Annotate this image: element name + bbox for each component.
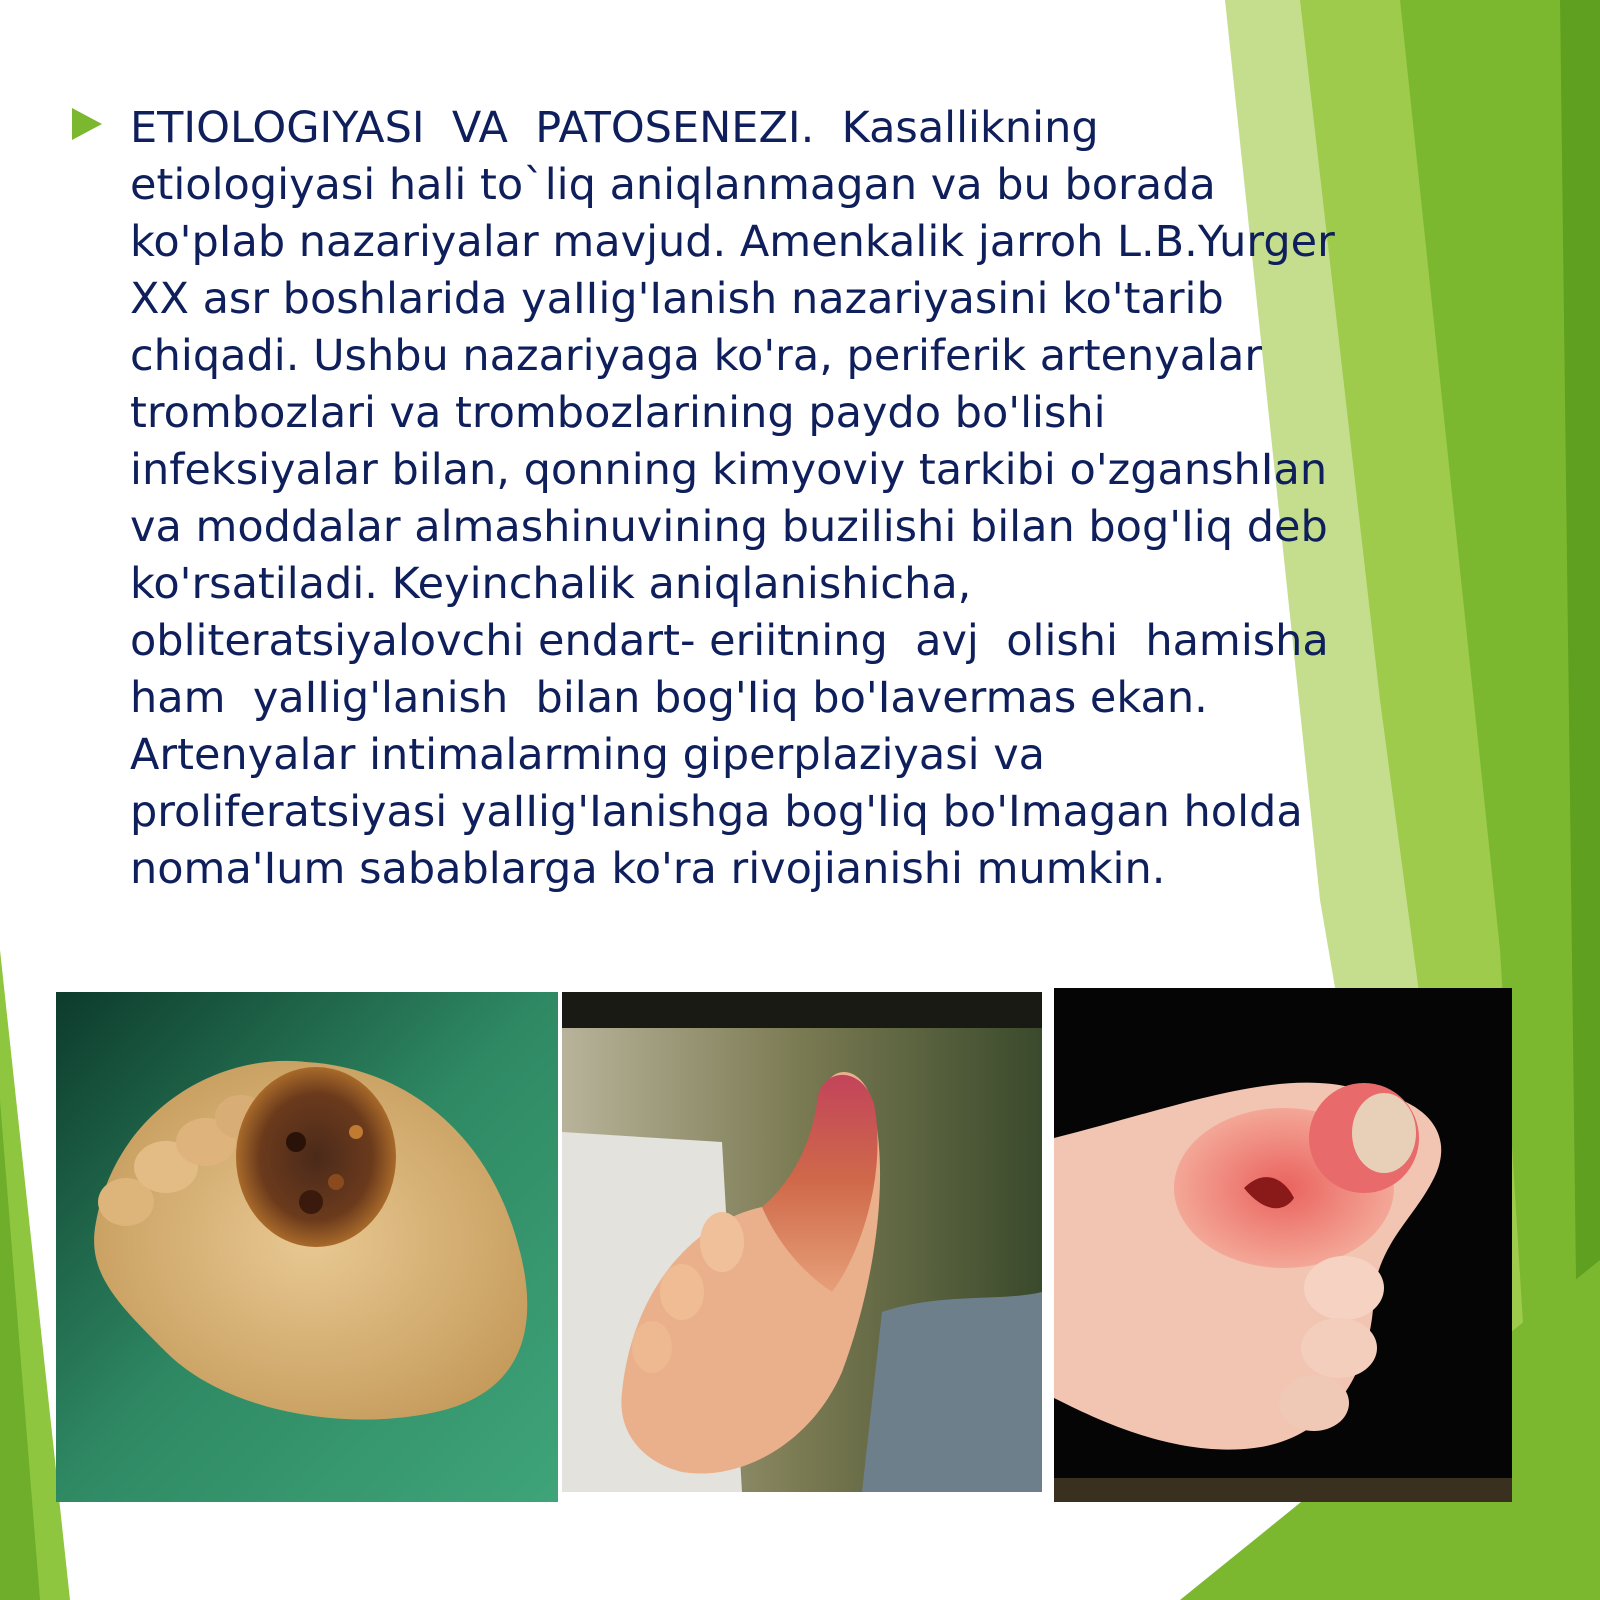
foot-ulcer-photo-2: [562, 992, 1042, 1492]
text-line: XX asr boshlarida yaIIig'Ianish nazariyasini ko'tarib: [130, 274, 1224, 324]
text-line: proliferatsiyasi yaIIig'Ianishga bog'Iiq bo'Imagan holda: [130, 787, 1303, 837]
text-line: ko'pIab nazariyalar mavjud. Amenkalik jarroh L.B.Yurger: [130, 217, 1335, 267]
text-line: obliteratsiyalovchi endart- eriitning avj olishi hamisha: [130, 616, 1329, 666]
bullet-triangle-icon: [72, 108, 102, 140]
text-line: etiologiyasi hali to`liq aniqlanmagan va bu borada: [130, 160, 1216, 210]
text-line: infeksiyalar bilan, qonning kimyoviy tarkibi o'zganshIan: [130, 445, 1328, 495]
text-line: ETIOLOGIYASI VA PATOSENEZI. Kasallikning: [130, 103, 1099, 153]
text-line: ko'rsatiladi. Keyinchalik aniqlanishicha,: [130, 559, 972, 609]
text-line: chiqadi. Ushbu nazariyaga ko'ra, periferik artenyalar: [130, 331, 1263, 381]
text-line: va moddalar almashinuvining buzilishi bilan bog'Iiq deb: [130, 502, 1328, 552]
text-line: Artenyalar intimalarming giperplaziyasi va: [130, 730, 1046, 780]
text-line: trombozlari va trombozlarining paydo bo'lishi: [130, 388, 1106, 438]
body-text: [130, 100, 1510, 898]
foot-ulcer-photo-1: [56, 992, 558, 1502]
foot-ulcer-photo-3: [1054, 988, 1512, 1502]
text-line: ham yaIIig'lanish bilan bog'Iiq bo'Iavermas ekan.: [130, 673, 1208, 723]
text-line: noma'Ium sabablarga ko'ra rivojianishi mumkin.: [130, 844, 1166, 894]
